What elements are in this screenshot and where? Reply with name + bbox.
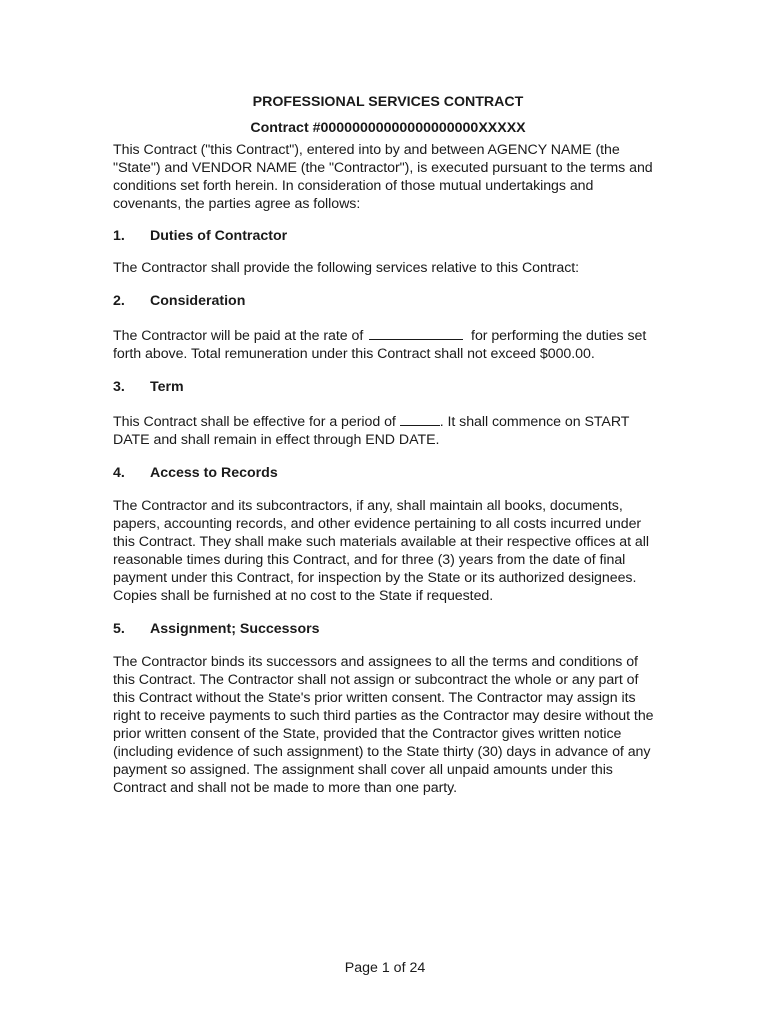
section-4-body: The Contractor and its subcontractors, if any, shall maintain all books, documents, papers, accounting records, and other evidence pertaining to all costs incurred under this Contract. They shall make such materials available at their respective offices at all reasonable times during this Contract, and for three (3) years from the date of final payment under this Contract, for inspection by the State or its authorized designees. Copies shall be furnished at no cost to the State if requested. <box>113 498 649 604</box>
section-5-body: The Contractor binds its successors and assignees to all the terms and conditions of this Contract. The Contractor shall not assign or subcontract the whole or any part of this Contract without the State's prior written consent. The Contractor may assign its right to receive payments to such third parties as the Contractor may desire without the prior written consent of the State, provided that the Contractor gives written notice (including evidence of such assignment) to the State thirty (30) days in advance of any payment so assigned. The assignment shall cover all unpaid amounts under this Contract and shall not be made to more than one party. <box>113 654 654 796</box>
intro-paragraph: This Contract ("this Contract"), entered into by and between AGENCY NAME (the "State") and VENDOR NAME (the "Contractor"), is executed pursuant to the terms and conditions set forth herein. In consideration of those mutual undertakings and covenants, the parties agree as follows: <box>113 142 653 212</box>
section-heading-text: Term <box>150 379 184 395</box>
section-2-body <box>113 325 663 363</box>
section-heading-text: Duties of Contractor <box>150 228 288 244</box>
section-number: 4. <box>113 465 125 481</box>
document-content <box>113 93 663 797</box>
section-1-body: The Contractor shall provide the following services relative to this Contract: <box>113 260 580 276</box>
term-text-before: This Contract shall be effective for a period of <box>113 414 400 430</box>
section-3-body <box>113 411 663 449</box>
section-2-heading <box>113 292 663 310</box>
section-number: 5. <box>113 621 125 637</box>
section-heading-text: Access to Records <box>150 465 278 481</box>
section-3-heading <box>113 378 663 396</box>
term-text-after: . It shall commence on START DATE and shall remain in effect through END DATE. <box>113 414 630 448</box>
section-heading-text: Assignment; Successors <box>150 621 320 637</box>
rate-blank-field <box>369 325 463 340</box>
section-number: 3. <box>113 379 125 395</box>
contract-number: Contract #00000000000000000000XXXXX <box>250 120 526 136</box>
section-4-heading <box>113 464 663 482</box>
section-1-heading <box>113 227 663 245</box>
rate-text-after: for performing the duties set forth above. Total remuneration under this Contract shall not exceed $000.00. <box>113 328 647 362</box>
rate-text-before: The Contractor will be paid at the rate of <box>113 328 368 344</box>
section-heading-text: Consideration <box>150 293 246 309</box>
section-5-heading <box>113 620 663 638</box>
term-blank-field <box>400 411 440 426</box>
page-footer: Page 1 of 24 <box>344 960 426 976</box>
document-title: PROFESSIONAL SERVICES CONTRACT <box>252 94 524 110</box>
section-number: 1. <box>113 228 125 244</box>
section-number: 2. <box>113 293 125 309</box>
